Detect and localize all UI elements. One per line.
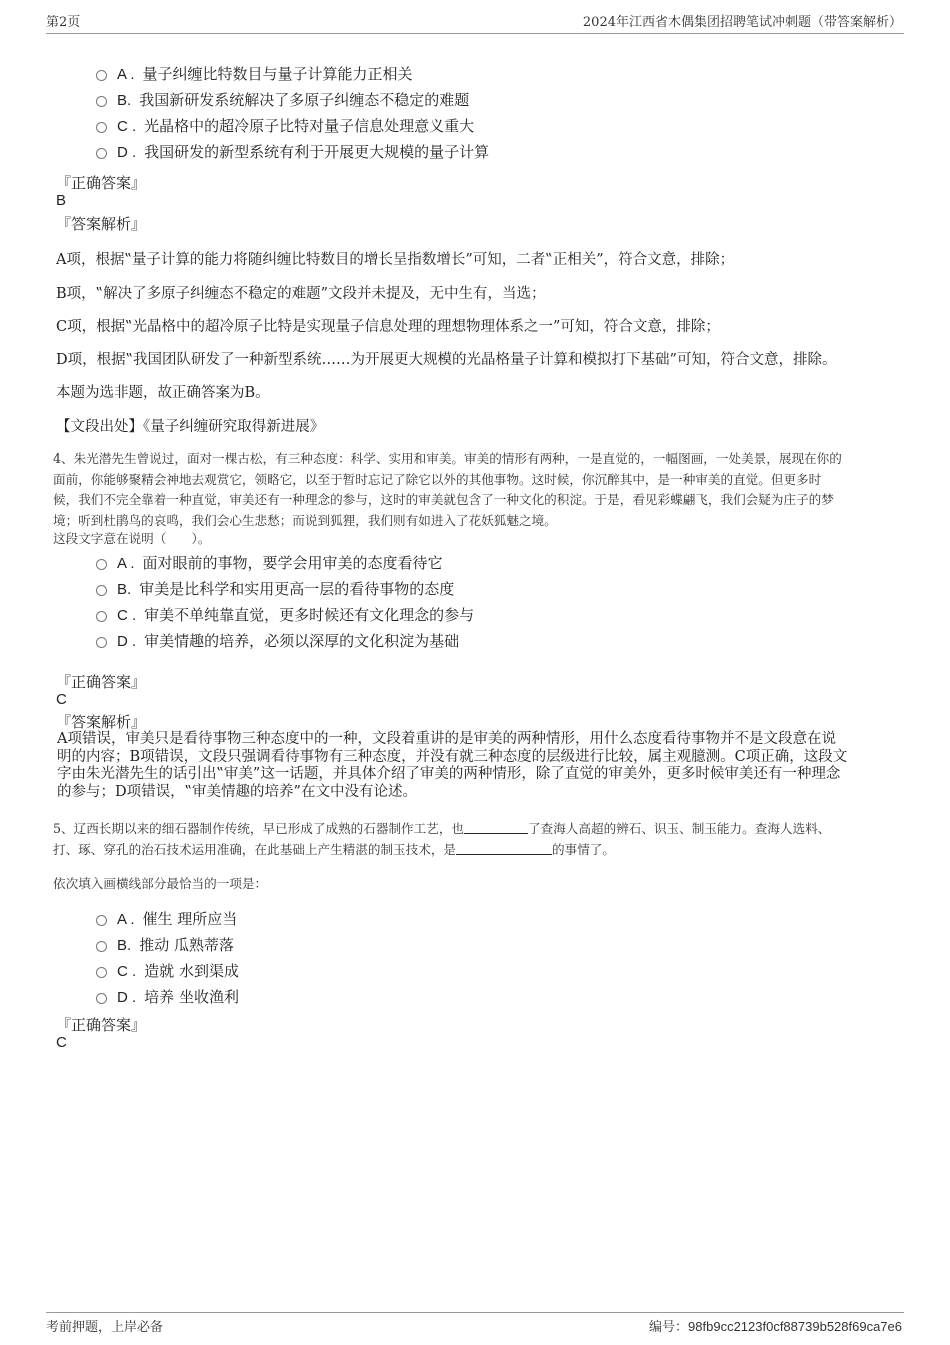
q5-option-c[interactable]: C . 造就 水到渠成	[96, 958, 239, 984]
q3-answer: B	[56, 192, 67, 209]
footer-slogan: 考前押题，上岸必备	[46, 1320, 164, 1335]
fill-blank-2	[456, 842, 552, 855]
q5-option-a[interactable]: A . 催生 理所应当	[96, 906, 239, 932]
q5-prompt: 依次填入画横线部分最恰当的一项是：	[53, 876, 268, 891]
q3-answer-label: 『正确答案』	[56, 174, 147, 192]
radio-icon[interactable]	[96, 585, 107, 596]
page-number: 第2页	[46, 15, 81, 30]
page-footer	[46, 1312, 904, 1335]
q5-options	[96, 906, 239, 1010]
radio-icon[interactable]	[96, 70, 107, 81]
q3-analysis-a: A项，根据‟量子计算的能力将随纠缠比特数目的增长呈指数增长”可知，二者‟正相关”，符合文意，排除；	[56, 252, 735, 268]
q4-analysis-label: 『答案解析』	[56, 713, 147, 731]
q5-option-b[interactable]: B. 推动 瓜熟蒂落	[96, 932, 239, 958]
radio-icon[interactable]	[96, 96, 107, 107]
q4-question: 4、朱光潜先生曾说过，面对一棵古松，有三种态度：科学、实用和审美。审美的情形有两种，一是直觉的，一幅图画，一处美景，展现在你的 面前，你能够聚精会神地去观赏它，领略它，以至于暂时忘记了除它以外的其他事物。这时候，你沉醉其中，是一种审美的直觉。但更多时 候，我们不完全靠着一种直觉，审美还有一种理念的参与，这时的审美就包含了一种文化的积淀。于是，看见彩蝶翩飞，我们会疑为庄子的梦 境；听到杜鹃鸟的哀鸣，我们会心生悲愁；而说到狐狸，我们则有如进入了花妖狐魅之境。 这段文字意在说明（ ）。	[53, 451, 842, 546]
q3-option-c[interactable]: C . 光晶格中的超冷原子比特对量子信息处理意义重大	[96, 113, 489, 139]
q3-option-d[interactable]: D . 我国研发的新型系统有利于开展更大规模的量子计算	[96, 139, 489, 165]
q3-analysis-d: D项，根据‟我国团队研发了一种新型系统……为开展更大规模的光晶格量子计算和模拟打下基础”可知，符合文意，排除。	[56, 352, 837, 368]
q4-option-d[interactable]: D . 审美情趣的培养，必须以深厚的文化积淀为基础	[96, 628, 474, 654]
radio-icon[interactable]	[96, 611, 107, 622]
q3-source: 【文段出处】《量子纠缠研究取得新进展》	[56, 419, 325, 435]
q4-option-a[interactable]: A . 面对眼前的事物，要学会用审美的态度看待它	[96, 550, 474, 576]
radio-icon[interactable]	[96, 993, 107, 1004]
q4-option-c[interactable]: C . 审美不单纯靠直觉，更多时候还有文化理念的参与	[96, 602, 474, 628]
document-title: 2024年江西省木偶集团招聘笔试冲刺题（带答案解析）	[582, 15, 902, 30]
radio-icon[interactable]	[96, 941, 107, 952]
fill-blank-1	[464, 821, 528, 834]
q4-analysis: A项错误，审美只是看待事物三种态度中的一种，文段着重讲的是审美的两种情形，用什么态度看待事物并不是文段意在说 明的内容；B项错误，文段只强调看待事物有三种态度，并没有就三种态度的层级进行比较，属主观臆测。C项正确，这段文 字由朱光潜先生的话引出‟审美”这一话题，并具体介绍了审美的两种情形，除了直觉的审美外，更多时候审美还有一种理念 的参与；D项错误，‟审美情趣的培养”在文中没有论述。	[57, 731, 848, 800]
q3-option-b[interactable]: B. 我国新研发系统解决了多原子纠缠态不稳定的难题	[96, 87, 489, 113]
radio-icon[interactable]	[96, 637, 107, 648]
q5-option-d[interactable]: D . 培养 坐收渔利	[96, 984, 239, 1010]
q4-options	[96, 550, 474, 654]
q5-question: 5、辽西长期以来的细石器制作传统，早已形成了成熟的石器制作工艺，也 了查海人高超的辨石、识玉、制玉能力。查海人选料、 打、琢、穿孔的治石技术运用准确，在此基础上产生精湛的制玉技术，是 的事情了。	[53, 821, 831, 857]
q3-option-a[interactable]: A . 量子纠缠比特数目与量子计算能力正相关	[96, 61, 489, 87]
q4-option-b[interactable]: B. 审美是比科学和实用更高一层的看待事物的态度	[96, 576, 474, 602]
q3-analysis-c: C项，根据‟光晶格中的超冷原子比特是实现量子信息处理的理想物理体系之一”可知，符合文意，排除；	[56, 319, 720, 335]
radio-icon[interactable]	[96, 148, 107, 159]
q3-options	[96, 61, 489, 165]
q5-answer: C	[56, 1034, 67, 1051]
q4-answer-label: 『正确答案』	[56, 673, 147, 691]
radio-icon[interactable]	[96, 967, 107, 978]
q3-conclusion: 本题为选非题，故正确答案为B。	[56, 385, 270, 401]
document-code: 编号：98fb9cc2123f0cf88739b528f69ca7e6	[649, 1319, 902, 1335]
radio-icon[interactable]	[96, 122, 107, 133]
q3-analysis-b: B项，‟解决了多原子纠缠态不稳定的难题”文段并未提及，无中生有，当选；	[56, 286, 546, 302]
radio-icon[interactable]	[96, 559, 107, 570]
q4-answer: C	[56, 691, 67, 708]
q5-answer-label: 『正确答案』	[56, 1016, 147, 1034]
page-header	[46, 15, 904, 34]
radio-icon[interactable]	[96, 915, 107, 926]
q3-analysis-label: 『答案解析』	[56, 215, 147, 233]
